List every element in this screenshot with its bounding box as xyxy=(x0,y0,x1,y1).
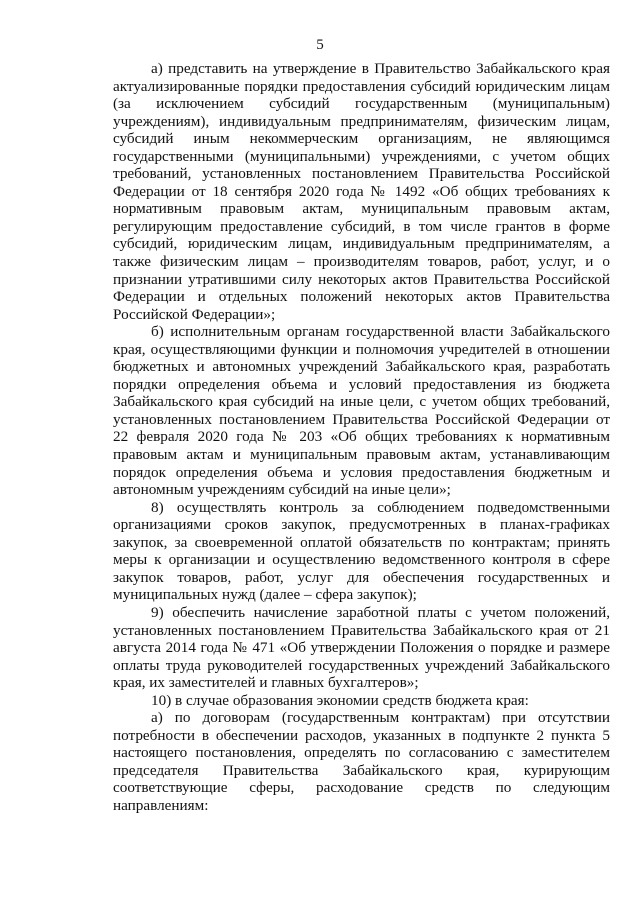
paragraph-item-10-savings: 10) в случае образования экономии средств бюджета края: xyxy=(151,691,529,709)
paragraph-item-10-subitem-a: а) по договорам (государственным контрактам) при отсутствии потребности в обеспечении расходов, указанных в подпункте 2 пункта 5 настоящего постановления, определять по согласованию с заместителем председателя Правительства Забайкальского края, курирующим соответствующие сферы, расходование средств по следующим направлениям: xyxy=(113,709,610,814)
page-number: 5 xyxy=(316,37,324,53)
document-body xyxy=(113,60,610,815)
paragraph-item-9-salary: 9) обеспечить начисление заработной платы с учетом положений, установленных постановлением Правительства Забайкальского края от 21 августа 2014 года № 471 «Об утверждении Положения о порядке и размере оплаты труда руководителей государственных учреждений Забайкальского края, их заместителей и главных бухгалтеров»; xyxy=(113,603,610,692)
paragraph-subitem-b-subsidies-other-purposes: б) исполнительным органам государственной власти Забайкальского края, осуществляющими функции и полномочия учредителей в отношении бюджетных и автономных учреждений Забайкальского края, разработать порядки определения объема и условий предоставления из бюджета Забайкальского края субсидий на иные цели, с учетом общих требований, установленных постановлением Правительства Российской Федерации от 22 февраля 2020 года № 203 «Об общих требованиях к нормативным правовым актам и муниципальным правовым актам, устанавливающим порядок определения объема и условия предоставления бюджетным и автономным учреждениям субсидий на иные цели»; xyxy=(113,323,610,499)
paragraph-subitem-a-subsidies: а) представить на утверждение в Правительство Забайкальского края актуализированные порядки предоставления субсидий юридическим лицам (за исключением субсидий государственным (муниципальным) учреждениям), индивидуальным предпринимателям, физическим лицам, субсидий иным некоммерческим организациям, не являющимся государственными (муниципальными) учреждениями, с учетом общих требований, установленных постановлением Правительства Российской Федерации от 18 сентября 2020 года № 1492 «Об общих требованиях к нормативным правовым актам, муниципальным правовым актам, регулирующим предоставление субсидий, в том числе грантов в форме субсидий, юридическим лицам, индивидуальным предпринимателям, а также физическим лицам – производителям товаров, работ, услуг, и о признании утратившими силу некоторых актов Правительства Российской Федерации и отдельных положений некоторых актов Правительства Российской Федерации»; xyxy=(113,60,610,323)
paragraph-item-8-procurement-control: 8) осуществлять контроль за соблюдением подведомственными организациями сроков закупок, предусмотренных в планах-графиках закупок, за своевременной оплатой обязательств по контрактам; принять меры к организации и осуществлению ведомственного контроля в сфере закупок товаров, работ, услуг для обеспечения государственных и муниципальных нужд (далее – сфера закупок); xyxy=(113,498,610,604)
